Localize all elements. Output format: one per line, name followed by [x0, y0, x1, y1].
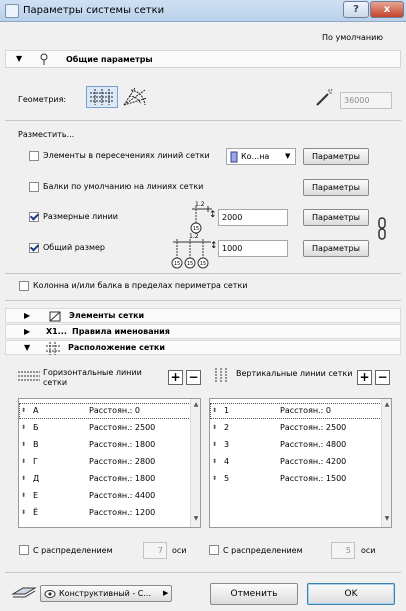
general-section-header[interactable] [5, 50, 401, 68]
horizontal-lines-icon [18, 370, 40, 382]
line-name: 4 [224, 457, 230, 466]
list-item[interactable] [210, 454, 382, 470]
reorder-handle-icon[interactable]: ⬍ [21, 407, 27, 414]
remove-horizontal-line-button[interactable]: − [186, 370, 201, 385]
vertical-distribute-checkbox[interactable] [209, 545, 219, 555]
layer-value: Конструктивный - С... [59, 589, 152, 598]
line-distance: Расстоян.: 4800 [280, 440, 347, 449]
vertical-lines-header: Вертикальные линии сетки [236, 369, 353, 378]
place-label: Разместить... [18, 130, 75, 139]
line-name: Ё [33, 508, 39, 517]
window-title: Параметры системы сетки [23, 5, 165, 16]
horizontal-distribute-label: С распределением [33, 546, 113, 555]
close-button[interactable]: x [370, 1, 404, 18]
expand-triangle-icon: ▶ [24, 311, 31, 320]
grid-layout-label: Расположение сетки [68, 343, 165, 352]
beams-settings-button[interactable]: Параметры [303, 179, 369, 196]
dimension-settings-button[interactable]: Параметры [303, 209, 369, 226]
scrollbar[interactable] [190, 399, 200, 527]
list-item[interactable] [19, 437, 191, 453]
vertical-lines-icon [214, 368, 228, 382]
dimension-lines-icon-bubble: 15 [192, 226, 200, 232]
separator [5, 120, 401, 121]
separator [5, 300, 401, 301]
overall-dimension-field[interactable]: 1000 [218, 240, 288, 257]
overall-dimension-settings-button[interactable]: Параметры [303, 240, 369, 257]
line-distance: Расстоян.: 0 [280, 406, 331, 415]
line-distance: Расстоян.: 4200 [280, 457, 347, 466]
line-name: Е [33, 491, 39, 500]
line-name: 2 [224, 423, 230, 432]
perimeter-label: Колонна и/или балка в пределах периметра сетки [33, 281, 248, 290]
chain-link-icon[interactable] [377, 217, 387, 241]
general-section-label: Общие параметры [66, 55, 153, 64]
overall-dimension-checkbox[interactable] [29, 243, 39, 253]
remove-vertical-line-button[interactable]: − [375, 370, 390, 385]
list-item[interactable] [210, 471, 382, 487]
dimension-lines-checkbox[interactable] [29, 212, 39, 222]
angle-field[interactable]: 36000 [340, 92, 392, 109]
chevron-down-icon: ▼ [285, 152, 291, 160]
collapse-triangle-icon: ▼ [24, 343, 31, 352]
pin-icon [39, 53, 49, 66]
line-distance: Расстоян.: 1500 [280, 474, 347, 483]
horizontal-axes-label: оси [172, 546, 187, 555]
ok-button[interactable]: OK [307, 583, 395, 605]
scroll-up-icon[interactable]: ▲ [384, 401, 390, 408]
list-item[interactable] [210, 420, 382, 436]
line-distance: Расстоян.: 0 [89, 406, 140, 415]
collapse-triangle-icon: ▼ [16, 54, 23, 63]
overall-dimension-bubble: 15 [173, 261, 181, 267]
add-horizontal-line-button[interactable]: + [168, 370, 183, 385]
reorder-handle-icon[interactable]: ⬍ [21, 424, 27, 431]
geometry-radial-button[interactable] [121, 86, 149, 108]
default-beams-checkbox[interactable] [29, 182, 39, 192]
line-name: 1 [224, 406, 230, 415]
reorder-handle-icon[interactable]: ⬍ [21, 458, 27, 465]
grid-layout-icon [46, 342, 60, 355]
horizontal-lines-list[interactable] [18, 398, 201, 528]
horizontal-distribute-checkbox[interactable] [19, 545, 29, 555]
grid-elements-label: Элементы сетки [69, 311, 145, 320]
scrollbar[interactable] [381, 399, 391, 527]
default-beams-label: Балки по умолчанию на линиях сетки [43, 182, 204, 191]
layer-dropdown[interactable] [40, 585, 172, 602]
expand-triangle-icon: ▶ [24, 327, 31, 336]
defaults-link[interactable]: По умолчанию [322, 33, 384, 42]
dimension-lines-label: Размерные линии [43, 212, 118, 221]
line-distance: Расстоян.: 1200 [89, 508, 156, 517]
vertical-axes-label: оси [361, 546, 376, 555]
dimension-lines-icon-value: 1.2 [195, 201, 205, 208]
line-name: 3 [224, 440, 230, 449]
magic-wand-icon [314, 88, 334, 108]
line-name: Д [33, 474, 40, 483]
vertical-distribute-label: С распределением [223, 546, 303, 555]
separator [5, 273, 401, 274]
list-item[interactable] [19, 505, 191, 521]
vertical-lines-list[interactable] [209, 398, 392, 528]
grid-layout-section-header[interactable] [5, 340, 401, 355]
scroll-down-icon[interactable]: ▼ [384, 515, 390, 522]
line-name: 5 [224, 474, 230, 483]
line-distance: Расстоян.: 2500 [280, 423, 347, 432]
overall-dimension-bubble: 15 [186, 261, 194, 267]
list-item[interactable] [19, 488, 191, 504]
help-button[interactable]: ? [343, 1, 369, 18]
scroll-down-icon[interactable]: ▼ [193, 515, 199, 522]
title-bar [0, 0, 406, 22]
line-distance: Расстоян.: 4400 [89, 491, 156, 500]
list-item[interactable] [19, 454, 191, 470]
grid-elements-icon [49, 311, 61, 322]
reorder-handle-icon[interactable]: ⬍ [212, 458, 218, 465]
naming-rules-section-header[interactable] [5, 324, 401, 339]
line-distance: Расстоян.: 2800 [89, 457, 156, 466]
reorder-handle-icon[interactable]: ⬍ [212, 441, 218, 448]
grid-elements-section-header[interactable] [5, 308, 401, 323]
geometry-label: Геометрия: [18, 95, 67, 104]
horizontal-lines-header: Горизонтальные линии сетки [43, 368, 142, 387]
overall-dimension-bubble: 15 [199, 261, 207, 267]
orthogonal-grid-icon [87, 87, 117, 107]
line-name: В [33, 440, 39, 449]
naming-icon: X1... [46, 327, 67, 336]
add-vertical-line-button[interactable]: + [357, 370, 372, 385]
reorder-handle-icon[interactable]: ⬍ [21, 441, 27, 448]
dimension-lines-field[interactable]: 2000 [218, 209, 288, 226]
perimeter-checkbox[interactable] [19, 281, 29, 291]
geometry-orthogonal-button[interactable] [86, 86, 118, 108]
column-icon [230, 151, 238, 163]
horizontal-distribute-field[interactable]: 7 [143, 542, 167, 559]
list-item[interactable] [19, 403, 191, 419]
intersections-settings-button[interactable]: Параметры [303, 148, 369, 165]
vertical-distribute-field[interactable]: 5 [331, 542, 355, 559]
chevron-right-icon: ▶ [163, 589, 169, 597]
separator [5, 572, 401, 573]
element-type-dropdown[interactable] [226, 148, 296, 165]
reorder-handle-icon[interactable]: ⬍ [21, 509, 27, 516]
line-distance: Расстоян.: 2500 [89, 423, 156, 432]
line-distance: Расстоян.: 1800 [89, 474, 156, 483]
eye-icon [44, 589, 56, 599]
list-item[interactable] [210, 403, 382, 419]
reorder-handle-icon[interactable]: ⬍ [212, 424, 218, 431]
list-item[interactable] [210, 437, 382, 453]
overall-dimension-icon-value: 1.2 [189, 233, 199, 240]
reorder-handle-icon[interactable]: ⬍ [21, 475, 27, 482]
height-arrow-icon: ↕ [209, 210, 217, 220]
reorder-handle-icon[interactable]: ⬍ [212, 475, 218, 482]
elements-at-intersections-label: Элементы в пересечениях линий сетки [43, 151, 210, 160]
reorder-handle-icon[interactable]: ⬍ [212, 407, 218, 414]
reorder-handle-icon[interactable]: ⬍ [21, 492, 27, 499]
line-name: Г [33, 457, 38, 466]
overall-dimension-label: Общий размер [43, 243, 105, 252]
line-name: Б [33, 423, 39, 432]
cancel-button[interactable]: Отменить [210, 583, 298, 605]
layer-stack-icon [11, 585, 37, 599]
list-item[interactable] [19, 471, 191, 487]
radial-grid-icon [121, 86, 149, 108]
naming-rules-label: Правила именования [72, 327, 170, 336]
line-distance: Расстоян.: 1800 [89, 440, 156, 449]
element-type-value: Ко...на [241, 152, 270, 161]
app-icon [5, 4, 19, 18]
elements-at-intersections-checkbox[interactable] [29, 151, 39, 161]
height-arrow-icon: ↕ [210, 241, 218, 251]
list-item[interactable] [19, 420, 191, 436]
line-name: А [33, 406, 39, 415]
scroll-up-icon[interactable]: ▲ [193, 401, 199, 408]
